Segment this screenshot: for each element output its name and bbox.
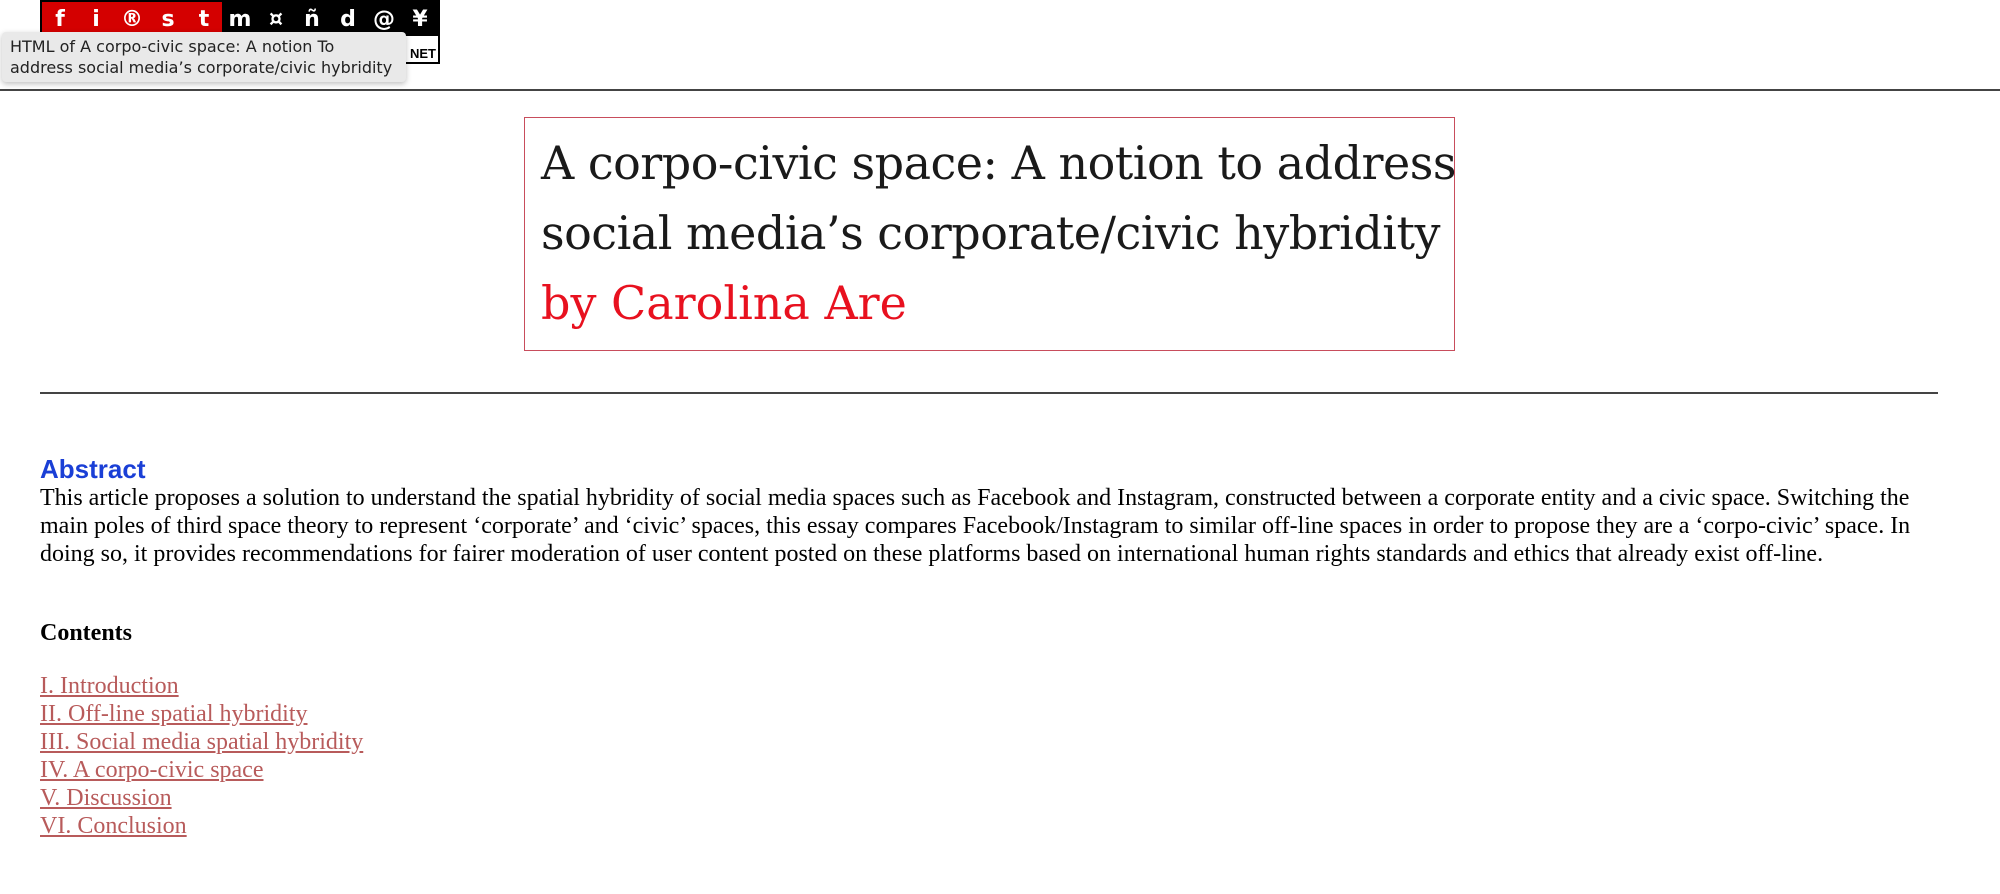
logo-letter: d bbox=[330, 2, 366, 36]
header-divider bbox=[0, 89, 2000, 91]
article-title-line-2: social media’s corporate/civic hybridity bbox=[541, 206, 1440, 260]
logo-letter: i bbox=[78, 2, 114, 36]
logo-letter: s bbox=[150, 2, 186, 36]
toc-link-discussion[interactable]: V. Discussion bbox=[40, 785, 172, 811]
logo-letter: f bbox=[42, 2, 78, 36]
logo-letter: t bbox=[186, 2, 222, 36]
toc-item bbox=[40, 812, 363, 840]
toc-item bbox=[40, 784, 363, 812]
toc-item bbox=[40, 700, 363, 728]
toc-link-offline-spatial-hybridity[interactable]: II. Off-line spatial hybridity bbox=[40, 701, 308, 727]
logo-letters bbox=[42, 2, 438, 36]
article-title-line-1: A corpo-civic space: A notion to address bbox=[541, 136, 1456, 190]
logo-letter: ® bbox=[114, 2, 150, 36]
toc-item bbox=[40, 672, 363, 700]
contents-heading: Contents bbox=[40, 620, 133, 646]
toc-item bbox=[40, 728, 363, 756]
article-byline: by Carolina Are bbox=[541, 276, 907, 330]
abstract-heading: Abstract bbox=[40, 454, 146, 484]
logo-letter: @ bbox=[366, 2, 402, 36]
logo-letter: m bbox=[222, 2, 258, 36]
toc-item bbox=[40, 756, 363, 784]
toc-link-conclusion[interactable]: VI. Conclusion bbox=[40, 813, 187, 839]
logo-letter: ñ bbox=[294, 2, 330, 36]
tooltip: HTML of A corpo-civic space: A notion To address social media’s corporate/civic hybridity bbox=[2, 32, 406, 82]
logo-letter: ¥ bbox=[402, 2, 438, 36]
section-divider bbox=[40, 392, 1938, 394]
logo-suffix: NET bbox=[410, 46, 436, 61]
logo-letter: ¤ bbox=[258, 2, 294, 36]
abstract-body: This article proposes a solution to understand the spatial hybridity of social media spaces such as Facebook and Instagram, constructed between a corporate entity and a civic space. Switching the main poles of third space theory to represent ‘corporate’ and ‘civic’ spaces, this essay compares Facebook/Instagram to similar off-line spaces in order to propose they are a ‘corpo-civic’ space. In doing so, it provides recommendations for fairer moderation of user content posted on these platforms based on international human rights standards and ethics that already exist off-line. bbox=[40, 485, 1911, 567]
toc-link-social-media-spatial-hybridity[interactable]: III. Social media spatial hybridity bbox=[40, 729, 364, 755]
table-of-contents bbox=[40, 672, 363, 840]
article-title-box bbox=[524, 117, 1455, 351]
toc-link-introduction[interactable]: I. Introduction bbox=[40, 673, 179, 699]
toc-link-corpo-civic-space[interactable]: IV. A corpo-civic space bbox=[40, 757, 264, 783]
